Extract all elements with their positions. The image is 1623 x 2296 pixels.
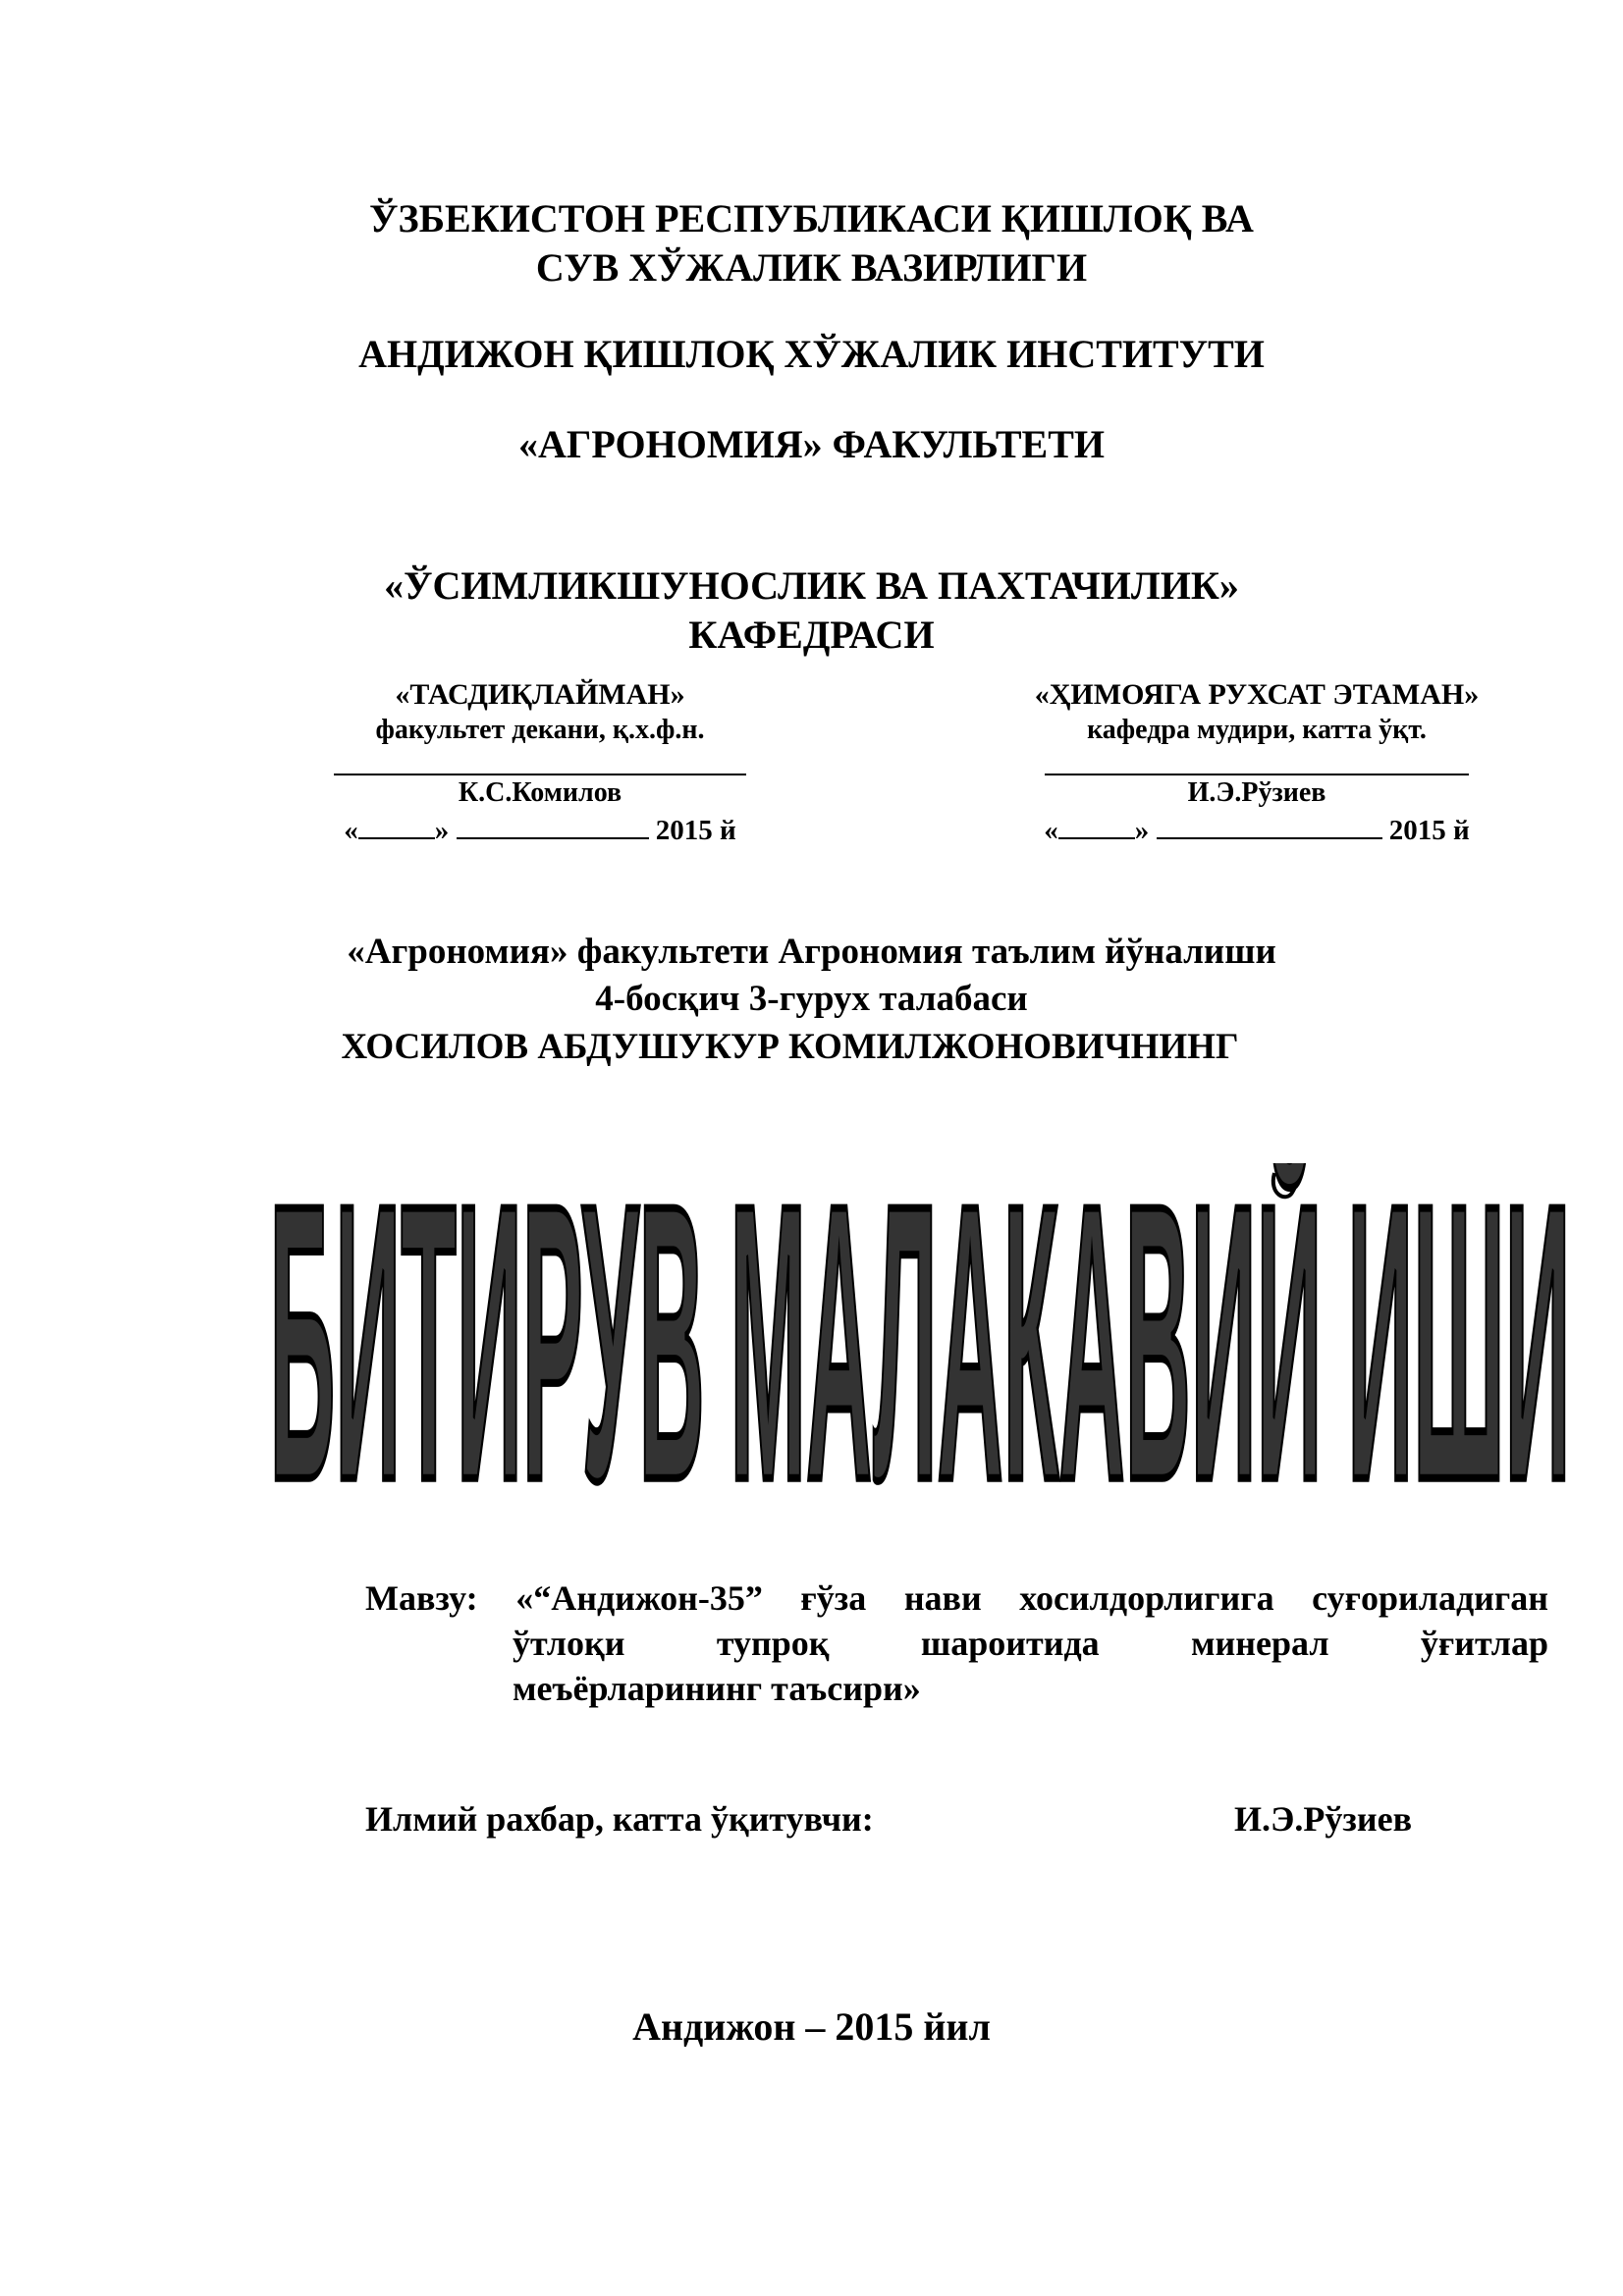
month-blank-right: [1157, 812, 1382, 839]
topic-label: Мавзу:: [365, 1578, 478, 1618]
institute-name: АНДИЖОН ҚИШЛОҚ ХЎЖАЛИК ИНСТИТУТИ: [358, 332, 1265, 376]
approval-left: [334, 677, 746, 850]
approval-left-date: « » 2015 й: [334, 811, 746, 850]
topic-line-1: «“Андижон-35” ғўза нави хосилдорлигига суғориладиган: [515, 1578, 1548, 1618]
approval-right: [1021, 677, 1492, 850]
approval-right-position: кафедра мудири, катта ўқт.: [1087, 715, 1427, 745]
approval-left-name: К.С.Комилов: [458, 777, 622, 808]
work-title-wordart: [265, 1163, 1576, 1575]
day-blank-left: [358, 812, 435, 839]
topic-first-line: [365, 1575, 1548, 1621]
topic-line-3: меъёрларининг таъсири»: [513, 1669, 921, 1708]
supervisor-label: Илмий рахбар, катта ўқитувчи:: [365, 1799, 874, 1839]
day-blank-right: [1058, 812, 1135, 839]
student-course-group: 4-босқич 3-гурух талабаси: [595, 979, 1028, 1019]
department-line-2: КАФЕДРАСИ: [688, 613, 935, 657]
ministry-line-1: ЎЗБЕКИСТОН РЕСПУБЛИКАСИ ҚИШЛОҚ ВА: [369, 196, 1254, 240]
topic-line-2: ўтлоқи тупроқ шароитида минерал ўғитлар: [513, 1624, 1548, 1663]
approval-right-name: И.Э.Рўзиев: [1187, 777, 1326, 808]
approval-left-title: «ТАСДИҚЛАЙМАН»: [395, 678, 685, 711]
work-title-svg: [265, 1163, 1576, 1575]
approval-right-date: « » 2015 й: [1021, 811, 1492, 850]
student-full-name: ХОСИЛОВ АБДУШУКУР КОМИЛЖОНОВИЧНИНГ: [341, 1027, 1239, 1067]
month-blank-left: [457, 812, 649, 839]
approval-left-position: факультет декани, қ.х.ф.н.: [375, 715, 705, 745]
topic-block: [365, 1575, 1548, 1711]
approval-right-title: «ҲИМОЯГА РУХСАТ ЭТАМАН»: [1034, 678, 1480, 711]
ministry-line-2: СУВ ХЎЖАЛИК ВАЗИРЛИГИ: [535, 245, 1088, 290]
faculty-name: «АГРОНОМИЯ» ФАКУЛЬТЕТИ: [517, 422, 1106, 466]
work-title-text: БИТИРУВ МАЛАКАВИЙ ИШИ: [269, 1163, 1571, 1562]
supervisor-name: И.Э.Рўзиев: [1234, 1799, 1413, 1839]
supervisor-row: [365, 1796, 1494, 1842]
student-faculty-line: «Агрономия» факультети Агрономия таълим йўналиши: [347, 932, 1276, 972]
place-and-year: Андижон – 2015 йил: [632, 2004, 991, 2049]
department-line-1: «ЎСИМЛИКШУНОСЛИК ВА ПАХТАЧИЛИК»: [384, 563, 1239, 608]
